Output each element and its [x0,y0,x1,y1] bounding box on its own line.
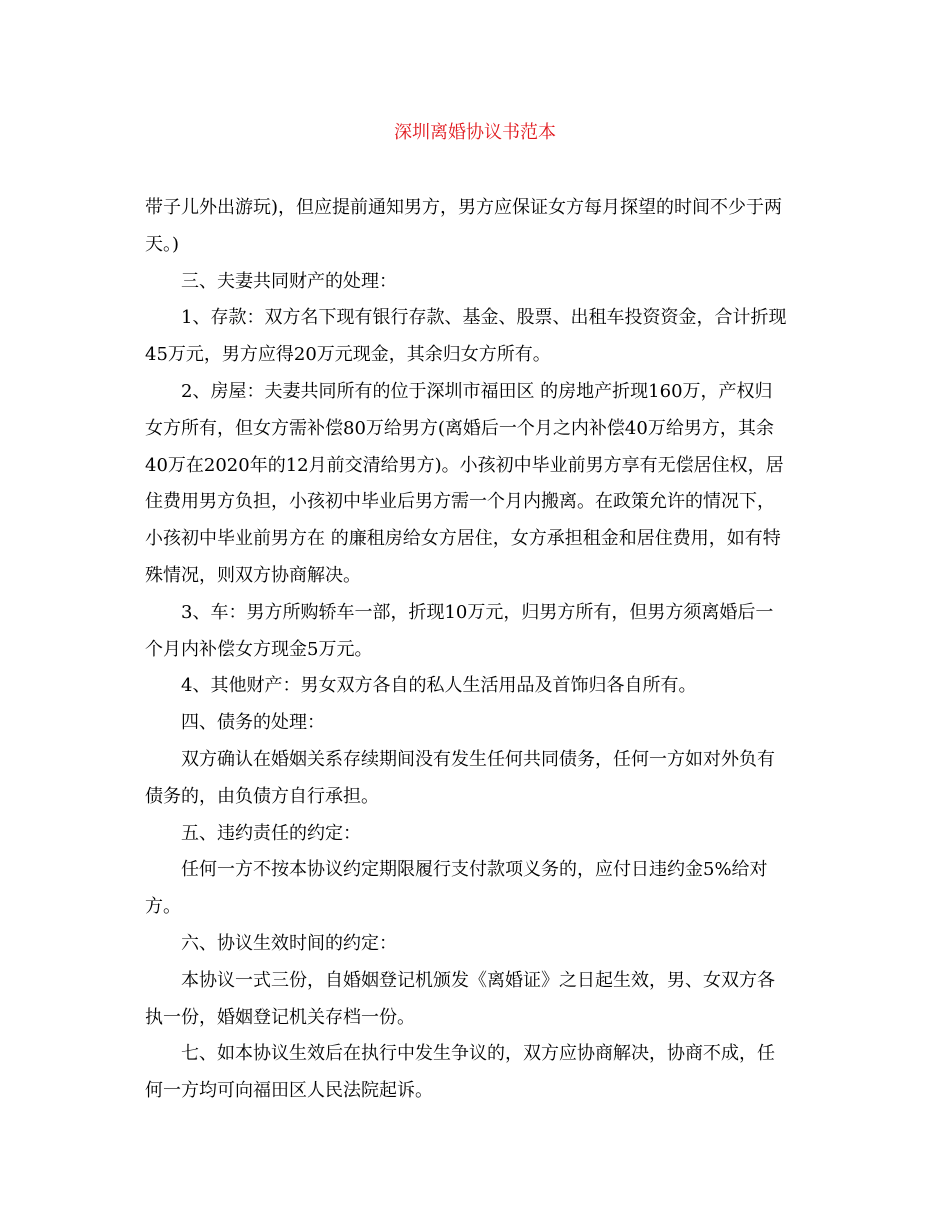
body-line: 个月内补偿女方现金5万元。 [145,638,373,660]
body-line: 女方所有，但女方需补偿80万给男方(离婚后一个月之内补偿40万给男方，其余 [145,417,774,439]
body-line: 三、夫妻共同财产的处理： [181,270,397,292]
body-line: 本协议一式三份，自婚姻登记机颁发《离婚证》之日起生效，男、女双方各 [181,969,775,991]
body-line: 40万在2020年的12月前交清给男方)。小孩初中毕业前男方享有无偿居住权，居 [145,454,784,476]
body-line: 天。) [145,233,180,255]
body-line: 六、协议生效时间的约定： [181,932,397,954]
document-body [145,190,810,1110]
body-line: 何一方均可向福田区人民法院起诉。 [145,1080,433,1102]
body-line: 4、其他财产：男女双方各自的私人生活用品及首饰归各自所有。 [181,675,697,697]
body-line: 债务的，由负债方自行承担。 [145,785,379,807]
body-line: 小孩初中毕业前男方在 的廉租房给女方居住，女方承担租金和居住费用，如有特 [145,528,781,550]
body-line: 带子儿外出游玩)，但应提前通知男方，男方应保证女方每月探望的时间不少于两 [145,197,783,218]
body-line: 住费用男方负担，小孩初中毕业后男方需一个月内搬离。在政策允许的情况下， [145,491,775,513]
body-line: 七、如本协议生效后在执行中发生争议的，双方应协商解决，协商不成，任 [181,1043,775,1065]
body-line: 四、债务的处理： [181,712,325,734]
document-title: 深圳离婚协议书范本 [394,122,556,143]
body-line: 方。 [145,896,181,918]
body-line: 3、车：男方所购轿车一部，折现10万元，归男方所有，但男方须离婚后一 [181,601,774,623]
body-line: 殊情况，则双方协商解决。 [145,564,361,586]
body-line: 1、存款：双方名下现有银行存款、基金、股票、出租车投资资金，合计折现 [181,307,787,329]
body-line: 五、违约责任的约定： [181,822,361,844]
body-line: 45万元，男方应得20万元现金，其余归女方所有。 [145,344,551,366]
body-line: 双方确认在婚姻关系存续期间没有发生任何共同债务，任何一方如对外负有 [181,748,775,770]
body-line: 任何一方不按本协议约定期限履行支付款项义务的，应付日违约金5%给对 [181,859,768,881]
body-line: 执一份，婚姻登记机关存档一份。 [145,1006,415,1028]
body-line: 2、房屋：夫妻共同所有的位于深圳市福田区 的房地产折现160万，产权归 [181,380,773,402]
